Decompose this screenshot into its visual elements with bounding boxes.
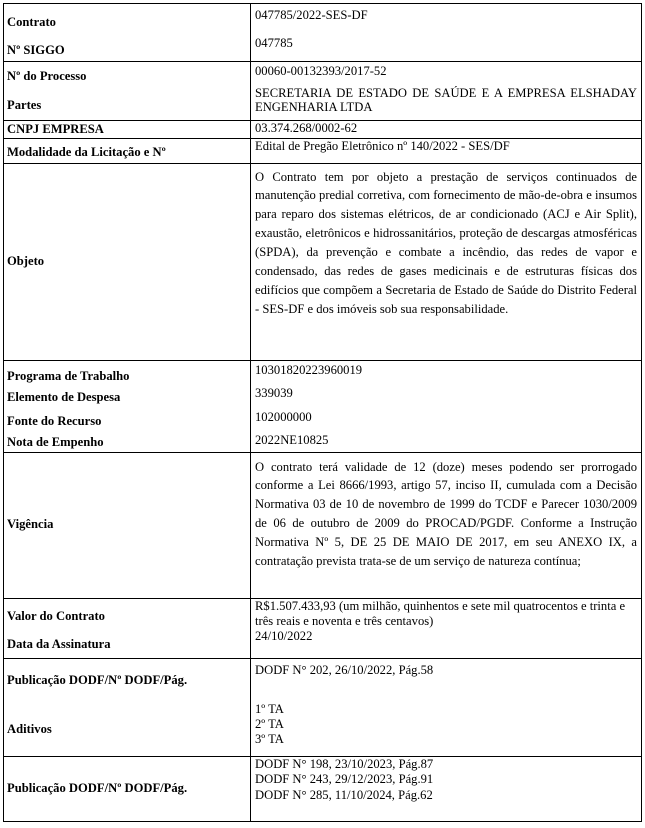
label-elemento: Elemento de Despesa — [7, 390, 121, 404]
row-contrato-siggo — [4, 4, 642, 62]
label-publicacao-2: Publicação DODF/Nº DODF/Pág. — [7, 780, 188, 795]
value-modalidade: Edital de Pregão Eletrônico nº 140/2022 - SES/DF — [255, 138, 510, 153]
contract-summary-table — [3, 3, 642, 822]
value-valor: R$1.507.433,93 (um milhão, quinhentos e sete mil quatrocentos e trinta e três reais e noventa e três centavos) — [255, 598, 626, 628]
row-cnpj — [4, 121, 642, 139]
row-modalidade — [4, 138, 642, 163]
label-cnpj: CNPJ EMPRESA — [7, 122, 104, 136]
publicacao-item: DODF N° 285, 11/10/2024, Pág.62 — [255, 787, 433, 802]
label-processo: Nº do Processo — [7, 69, 87, 83]
value-programa: 10301820223960019 — [255, 362, 363, 377]
aditivo-item: 1º TA — [255, 702, 284, 716]
value-vigencia: O contrato terá validade de 12 (doze) meses podendo ser prorrogado conforme a Lei 8666/1993, artigo 57, inciso II, cumulada com a Decisão Normativa 03 de 10 de novembro de 1999 do TCDF e Parecer 1030/2009 de 06 de outubro de 2009 do PROCAD/PGDF. Conforme a Instrução Normativa Nº 5, DE 25 DE MAIO DE 2017, em seu ANEXO IX, a contratação prevista trata-se de um serviço de natureza contínua; — [255, 459, 637, 569]
label-modalidade: Modalidade da Licitação e Nº — [7, 144, 166, 159]
label-fonte: Fonte do Recurso — [7, 413, 102, 428]
label-contrato: Contrato — [7, 15, 56, 29]
label-siggo: Nº SIGGO — [7, 42, 65, 57]
label-assinatura: Data da Assinatura — [7, 637, 111, 651]
label-programa: Programa de Trabalho — [7, 368, 130, 383]
value-processo: 00060-00132393/2017-52 — [255, 64, 387, 78]
row-valor-assinatura — [4, 598, 642, 658]
value-siggo: 047785 — [255, 35, 293, 50]
row-orcamento — [4, 360, 642, 452]
value-fonte: 102000000 — [255, 409, 312, 424]
value-partes: SECRETARIA DE ESTADO DE SAÚDE E A EMPRESA ELSHADAY ENGENHARIA LTDA — [255, 85, 637, 114]
publicacao-item: DODF N° 198, 23/10/2023, Pág.87 — [255, 756, 434, 771]
row-processo-partes — [4, 62, 642, 121]
row-publicacao-aditivos-dodf — [4, 756, 642, 821]
value-assinatura: 24/10/2022 — [255, 628, 313, 643]
publicacao-item: DODF N° 243, 29/12/2023, Pág.91 — [255, 772, 434, 786]
value-publicacao-1: DODF N° 202, 26/10/2022, Pág.58 — [255, 662, 434, 677]
label-valor: Valor do Contrato — [7, 608, 105, 623]
value-elemento: 339039 — [255, 386, 293, 400]
aditivos-list — [255, 702, 637, 748]
label-aditivos: Aditivos — [7, 722, 52, 736]
value-contrato: 047785/2022-SES-DF — [255, 8, 368, 22]
label-empenho: Nota de Empenho — [7, 435, 104, 449]
row-vigencia — [4, 452, 642, 598]
row-objeto — [4, 163, 642, 360]
row-publicacao-aditivos — [4, 658, 642, 756]
label-objeto: Objeto — [7, 253, 45, 268]
value-objeto: O Contrato tem por objeto a prestação de serviços continuados de manutenção predial corretiva, com fornecimento de mão-de-obra e insumos para reparo dos sistemas elétricos, de ar condicionado (ACJ e Air Split), exaustão, eletrônicos e hidrossanitários, proteção de descargas atmosféricas (SPDA), da prevenção e combate a incêndio, das redes de vapor e condensado, das redes de gases medicinais e de estruturas físicas dos edifícios que compõem a Secretaria de Estado de Saúde do Distrito Federal - SES-DF e dos imóveis sob sua responsabilidade. — [255, 169, 637, 316]
value-cnpj: 03.374.268/0002-62 — [255, 121, 358, 135]
aditivo-item: 2º TA — [255, 717, 284, 732]
label-partes: Partes — [7, 97, 42, 112]
label-vigencia: Vigência — [7, 517, 54, 532]
aditivo-item: 3º TA — [255, 732, 284, 747]
label-publicacao-1: Publicação DODF/Nº DODF/Pág. — [7, 672, 188, 687]
publicacoes-list — [255, 757, 637, 804]
value-empenho: 2022NE10825 — [255, 433, 329, 447]
